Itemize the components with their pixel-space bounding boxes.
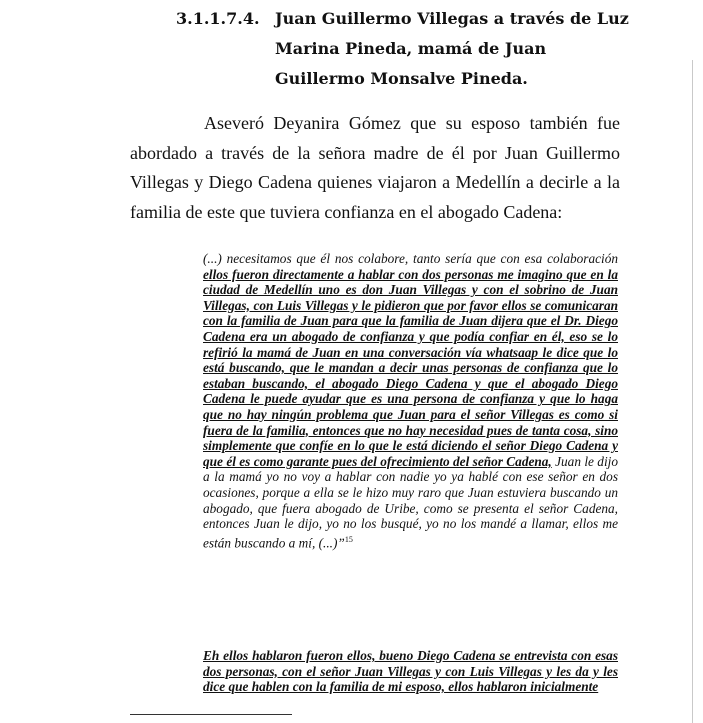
section-number: 3.1.1.7.4. — [176, 9, 260, 28]
quote-intro: (...) necesitamos que él nos colabore, tanto sería que con esa colaboración — [203, 251, 618, 266]
page-edge-rule — [692, 60, 693, 723]
block-quote-second: Eh ellos hablaron fueron ellos, bueno Diego Cadena se entrevista con esas dos personas, con el señor Juan Villegas y con Luis Villegas y les da y les dice que hablen con la familia de mi esposo, ellos hablaron inicialmente — [203, 648, 618, 695]
footnote-separator — [130, 714, 292, 715]
section-title: Juan Guillermo Villegas a través de Luz Marina Pineda, mamá de Juan Guillermo Monsalve Pineda. — [275, 9, 629, 88]
footnote-reference: 15 — [344, 534, 353, 544]
quote-underlined-text: ellos fueron directamente a hablar con dos personas me imagino que en la ciudad de Medellín uno es don Juan Villegas y con el sobrino de Juan Villegas, con Luis Villegas y le pidieron que por favor ellos se comunicaran con la familia de Juan para que la familia de Juan dijera que el Dr. Diego Cadena era un abogado de confianza y que podía confiar en él, eso se lo refirió la mamá de Juan en una conversación vía whatsaap le dice que lo está buscando, que le mandan a decir unas personas de confianza que lo estaban buscando, el abogado Diego Cadena y que el abogado Diego Cadena le puede ayudar que es una persona de confianza y que lo haga que no hay ningún problema que Juan para el señor Villegas es como si fuera de la familia, entonces que no hay necesidad pues de tanta cosa, sino simplemente que confíe en lo que le está diciendo el señor Diego Cadena y que él es como garante pues del ofrecimiento del señor Cadena, — [203, 266, 618, 469]
block-quote — [203, 251, 618, 551]
body-paragraph: Aseveró Deyanira Gómez que su esposo también fue abordado a través de la señora madre de él por Juan Guillermo Villegas y Diego Cadena quienes viajaron a Medellín a decirle a la familia de este que tuviera confianza en el abogado Cadena: — [130, 113, 620, 222]
quote-rest: Juan le dijo a la mamá yo no voy a hablar con nadie yo ya hablé con ese señor en dos ocasiones, porque a ella se le hizo muy raro que Juan estuviera buscando un abogado, que fuera abogado de Uribe, como se presenta el señor Cadena, entonces Juan le dijo, yo no los busqué, yo no los mandé a llamar, ellos me están buscando a mí, (...)” — [203, 453, 618, 551]
